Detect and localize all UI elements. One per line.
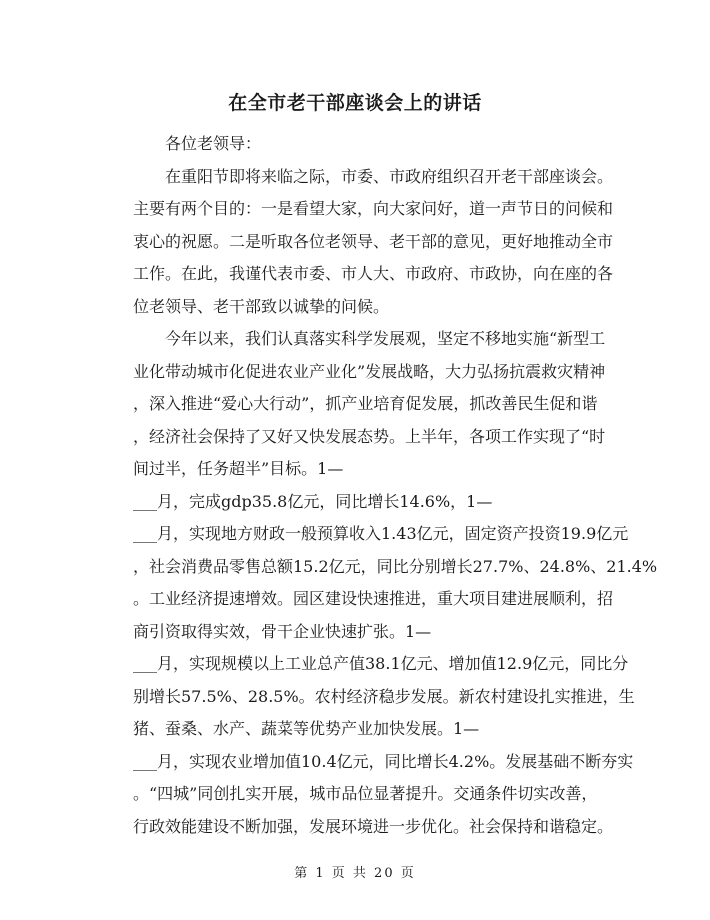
body-line: 今年以来，我们认真落实科学发展观，坚定不移地实施“新型工 [165,329,606,348]
document-body [133,128,658,843]
body-line: 间过半，任务超半”目标。1— [133,459,344,478]
body-line: 衷心的祝愿。二是听取各位老领导、老干部的意见，更好地推动全市 [133,231,614,251]
body-line: 在重阳节即将来临之际，市委、市政府组织召开老干部座谈会。 [165,166,614,186]
document-title: 在全市老干部座谈会上的讲话 [228,92,482,114]
body-line: 别增长57.5%、28.5%。农村经济稳步发展。新农村建设扎实推进，生 [133,686,635,706]
body-line: 。工业经济提速增效。园区建设快速推进，重大项目建进展顺利，招 [133,589,614,608]
body-line: 主要有两个目的：一是看望大家，向大家问好，道一声节日的问候和 [133,199,614,218]
page-number: 第 1 页 共 20 页 [294,866,416,881]
body-line: 行政效能建设不断加强，发展环境进一步优化。社会保持和谐稳定。 [133,816,614,836]
body-line: 业化带动城市化促进农业产业化”发展战略，大力弘扬抗震救灾精神 [133,361,606,381]
body-line: ，深入推进“爱心大行动”，抓产业培育促发展，抓改善民生促和谐 [133,394,598,413]
body-line: 猪、蚕桑、水产、蔬菜等优势产业加快发展。1— [133,719,480,738]
body-line: 商引资取得实效，骨干企业快速扩张。1— [133,621,432,641]
body-line: ，社会消费品零售总额15.2亿元，同比分别增长27.7%、24.8%、21.4% [133,556,658,576]
body-line: ___月，实现农业增加值10.4亿元，同比增长4.2%。发展基础不断夯实 [133,751,634,771]
body-line: ___月，实现地方财政一般预算收入1.43亿元，固定资产投资19.9亿元 [133,524,629,543]
body-line: 工作。在此，我谨代表市委、市人大、市政府、市政协，向在座的各 [133,264,614,283]
body-line: 。“四城”同创扎实开展，城市品位显著提升。交通条件切实改善， [133,784,598,803]
body-line: ___月，完成gdp35.8亿元，同比增长14.6%，1— [133,491,493,511]
body-line: ，经济社会保持了又好又快发展态势。上半年，各项工作实现了“时 [133,426,606,446]
body-line: 各位老领导： [165,134,262,153]
body-line: 位老领导、老干部致以诚挚的问候。 [133,296,390,316]
body-line: ___月，实现规模以上工业总产值38.1亿元、增加值12.9亿元，同比分 [133,654,629,673]
